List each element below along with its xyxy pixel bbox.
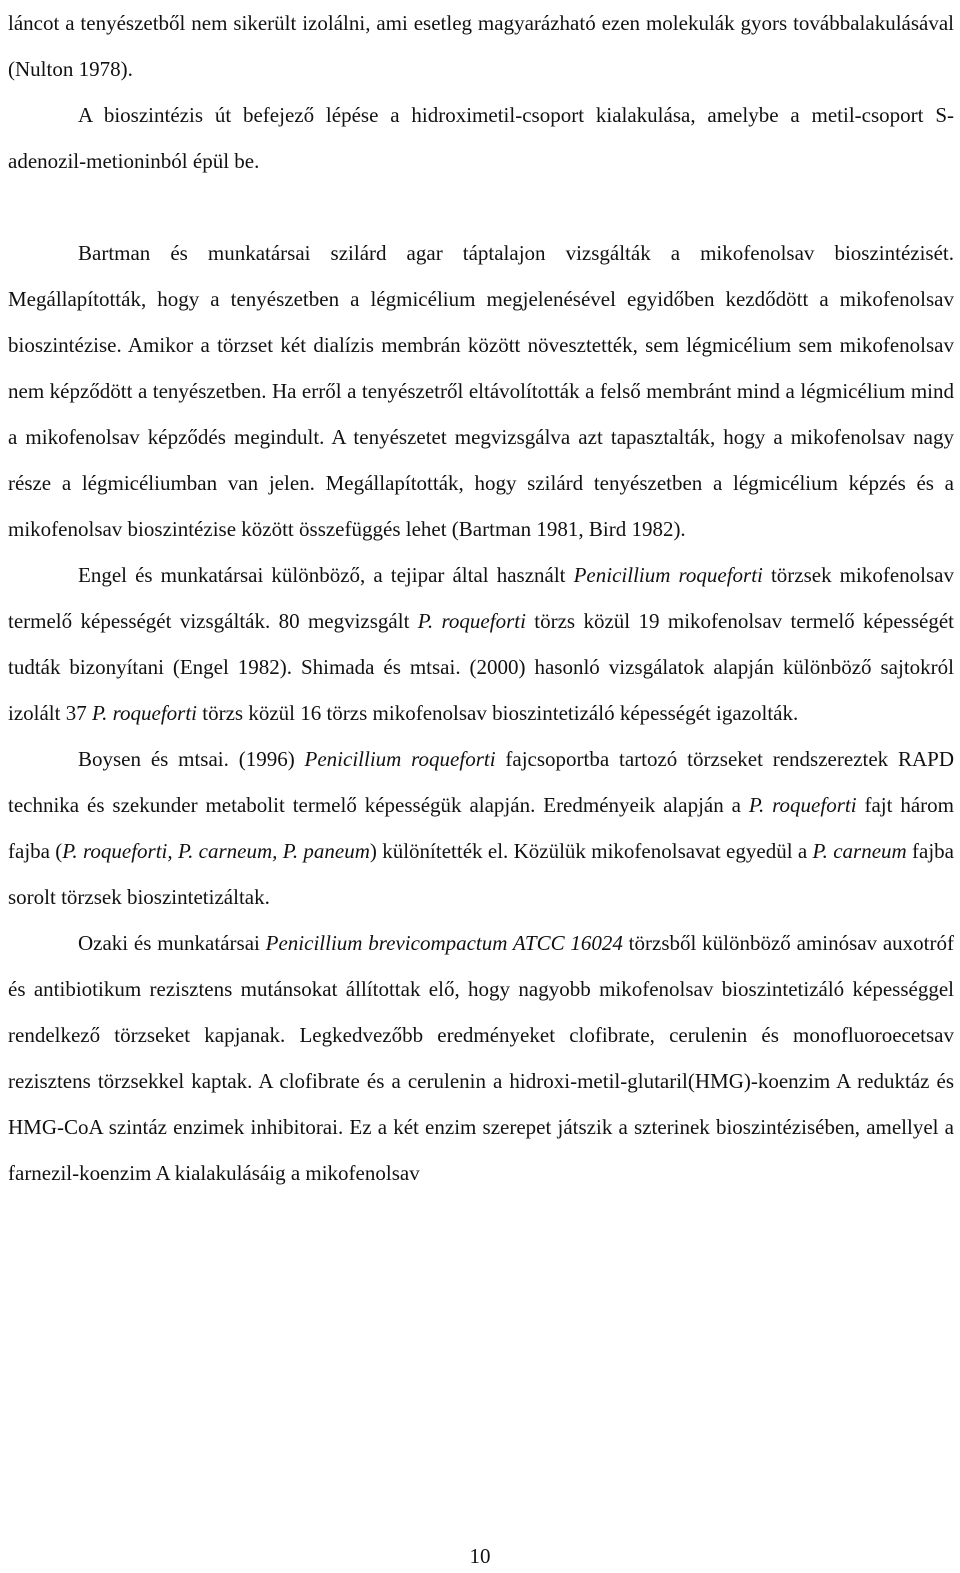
paragraph	[8, 552, 954, 736]
italic-text-run: P. roqueforti	[417, 609, 526, 633]
text-run: Bartman és munkatársai szilárd agar táptalajon vizsgálták a mikofenolsav bioszintézisét. Megállapították, hogy a tenyészetben a légmicélium megjelenésével egyidőben kezdődött a mikofenolsav bioszintézise. Amikor a törzset két dialízis membrán között növesztették, sem légmicélium sem mikofenolsav nem képződött a tenyészetben. Ha erről a tenyészetről eltávolították a felső membránt mind a légmicélium mind a mikofenolsav képződés megindult. A tenyészetet megvizsgálva azt tapasztalták, hogy a mikofenolsav nagy része a légmicéliumban van jelen. Megállapították, hogy szilárd tenyészetben a légmicélium képzés és a mikofenolsav bioszintézise között összefüggés lehet (Bartman 1981, Bird 1982).	[8, 241, 954, 541]
italic-text-run: P. carneum	[812, 839, 907, 863]
paragraph	[8, 230, 954, 552]
italic-text-run: Penicillium roqueforti	[304, 747, 496, 771]
text-run: törzsek mikofenolsav termelő képességét vizsgálták. 80 megvizsgált	[8, 563, 954, 633]
italic-text-run: Penicillium brevicompactum ATCC 16024	[265, 931, 623, 955]
text-run: fajt három fajba (	[8, 793, 954, 863]
text-run: láncot a tenyészetből nem sikerült izolálni, ami esetleg magyarázható ezen molekulák gyors továbbalakulásával (Nulton 1978).	[8, 11, 954, 81]
text-run: törzs közül 16 törzs mikofenolsav bioszintetizáló képességét igazolták.	[197, 701, 799, 725]
text-run: A bioszintézis út befejező lépése a hidroximetil-csoport kialakulása, amelybe a metil-csoport S-adenozil-metioninból épül be.	[8, 103, 954, 173]
body-text	[8, 0, 954, 1196]
paragraph	[8, 736, 954, 920]
paragraph	[8, 0, 954, 92]
paragraph-gap	[8, 184, 954, 230]
text-run: törzsből különböző aminósav auxotróf és antibiotikum rezisztens mutánsokat állítottak elő, hogy nagyobb mikofenolsav bioszintetizáló képességgel rendelkező törzseket kapjanak. Legkedvezőbb eredményeket clofibrate, cerulenin és monofluoroecetsav rezisztens törzsekkel kaptak. A clofibrate és a cerulenin a hidroxi-metil-glutaril(HMG)-koenzim A reduktáz és HMG-CoA szintáz enzimek inhibitorai. Ez a két enzim szerepet játszik a szterinek bioszintézisében, amellyel a farnezil-koenzim A kialakulásáig a mikofenolsav	[8, 931, 954, 1185]
text-run: fajcsoportba tartozó törzseket rendszereztek RAPD technika és szekunder metabolit termelő képességük alapján. Eredményeik alapján a	[8, 747, 955, 817]
text-run: fajba sorolt törzsek bioszintetizáltak.	[8, 839, 954, 909]
text-run: ) különítették el. Közülük mikofenolsavat egyedül a	[369, 839, 813, 863]
page-number: 10	[469, 1544, 491, 1568]
italic-text-run: Penicillium roqueforti	[573, 563, 763, 587]
text-run: Engel és munkatársai különböző, a tejipar által használt	[78, 563, 574, 587]
italic-text-run: P. roqueforti	[748, 793, 857, 817]
italic-text-run: P. roqueforti, P. carneum, P. paneum	[62, 839, 370, 863]
document-page	[8, 0, 954, 1196]
text-run: Boysen és mtsai. (1996)	[78, 747, 305, 771]
italic-text-run: P. roqueforti	[91, 701, 197, 725]
paragraph	[8, 92, 954, 184]
text-run: Ozaki és munkatársai	[78, 931, 266, 955]
paragraph	[8, 920, 954, 1196]
text-run: törzs közül 19 mikofenolsav termelő képességét tudták bizonyítani (Engel 1982). Shimada és mtsai. (2000) hasonló vizsgálatok alapján különböző sajtokról izolált 37	[8, 609, 954, 725]
